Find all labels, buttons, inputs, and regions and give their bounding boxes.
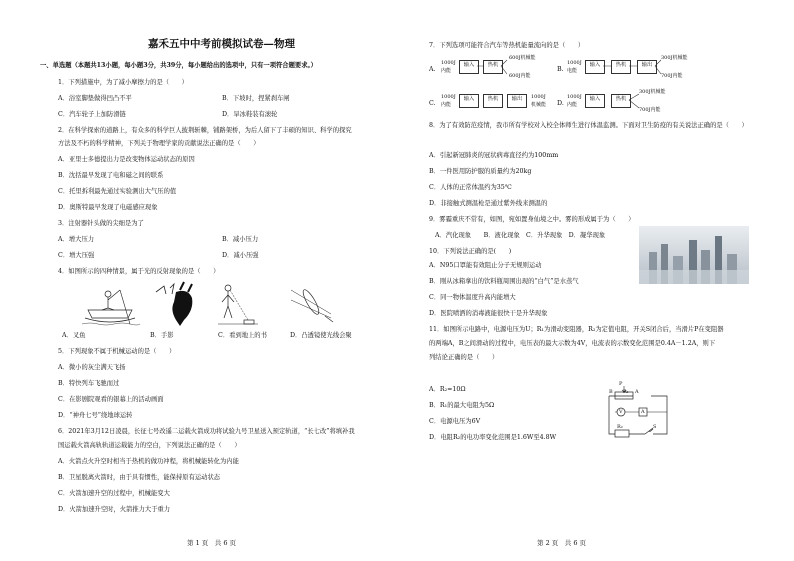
q5-option-b: B．特快列车飞驰而过 — [58, 380, 120, 387]
circuit-switch-label: S — [653, 424, 657, 430]
q7-c-label: C. — [429, 100, 436, 107]
q5-option-d: D．“神舟七号”绕地球运转 — [58, 412, 133, 419]
q6-option-b: B．卫星脱离火箭时，由于具有惯性，能保持原有运动状态 — [58, 474, 221, 481]
q4-option-b: B．手影 — [150, 332, 174, 339]
q7-b-label: B. — [557, 66, 564, 73]
q7-a-output-1: 600J机械能 — [509, 55, 536, 61]
q3-option-b: B．减小压力 — [222, 236, 259, 243]
q7-a-input-box: 输入 — [459, 60, 479, 74]
page-1-footer: 第 1 页 共 6 页 — [187, 539, 237, 547]
q11-option-c: C．电源电压为6V — [429, 418, 481, 425]
q7-c-output-box: 输出 — [507, 94, 527, 108]
q6-option-c: C．火箭加速升空的过程中，机械能变大 — [58, 490, 170, 497]
q7-d-label: D. — [557, 100, 564, 107]
q7-stem: 7．下列选项可能符合汽车等热机能量流向的是（ ） — [429, 42, 585, 49]
q7-b-output-box: 输出 — [637, 60, 657, 74]
q1-stem: 1．下列措施中，为了减小摩擦力的是（ ） — [58, 79, 188, 86]
q7-c-input-energy: 1000J — [441, 94, 456, 100]
q7-d-input-box: 输入 — [585, 94, 605, 108]
circuit-b-label: B — [609, 389, 613, 395]
q7-b-output-1: 300J机械能 — [661, 55, 688, 61]
q2-option-b: B．沈括最早发现了电和磁之间的联系 — [58, 172, 164, 179]
q10-option-c: C．同一物体温度升高内能增大 — [429, 294, 516, 301]
q5-option-c: C．在影剧院观看的银幕上的活动画面 — [58, 396, 164, 403]
q8-stem: 8．为了有效防范疫情，我市所有学校对入校全体师生进行体温监测。下面对卫生防疫的有关说法正确的是（ ） — [429, 122, 748, 129]
q7-d-input-kind: 内能 — [567, 102, 578, 108]
q8-option-d: D．非接触式测温枪是通过紫外线来测温的 — [429, 200, 548, 207]
q6-stem-line1: 6．2021年3月12日凌晨，长征七号改遥二运载火箭成功将试验九号卫星送入预定轨道，“长七改”将填补我 — [58, 428, 355, 435]
q7-a-input-energy: 1000J — [441, 60, 456, 66]
q1-option-a: A．浴室脚垫做得凹凸不平 — [58, 95, 132, 102]
q7-b-input-box: 输入 — [585, 60, 605, 74]
q5-option-a: A．微小的灰尘满天飞扬 — [58, 364, 126, 371]
q11-stem-line2: 的两端A，B之间滑动的过程中，电压表的最大示数为4V，电流表的示数变化范围是0.4A－1.2A，则下 — [429, 340, 716, 347]
q7-d-output-2: 700J内能 — [639, 107, 661, 113]
exam-title: 嘉禾五中中考前模拟试卷—物理 — [148, 38, 295, 50]
q2-stem-line2: 方法及不朽的科学精神，下列关于物理学家的贡献说法正确的是（ ） — [58, 140, 260, 147]
q7-d-engine-box: 热机 — [611, 94, 631, 108]
q7-a-engine-box: 热机 — [483, 60, 503, 74]
q11-stem-line3: 列结论正确的是（ ） — [429, 354, 499, 361]
page-2-footer: 第 2 页 共 6 页 — [537, 539, 587, 547]
q3-option-d: D．减小压强 — [222, 252, 259, 259]
q9-options: A．汽化现象 B．液化现象 C．升华现象 D．凝华现象 — [435, 232, 606, 239]
q7-c-input-kind: 内能 — [441, 102, 452, 108]
q7-a-label: A. — [429, 66, 436, 73]
q3-option-c: C．增大压强 — [58, 252, 95, 259]
q2-option-c: C．托里拆利最先通过实验测出大气压的值 — [58, 188, 177, 195]
foggy-city-photo — [639, 226, 749, 284]
q8-option-b: B．一件医用防护服的质量约为20kg — [429, 168, 532, 175]
q7-c-input-box: 输入 — [459, 94, 479, 108]
q7-c-output-energy: 1000J — [531, 94, 546, 100]
voltmeter-label: V — [619, 409, 623, 415]
lens-picture — [285, 280, 335, 330]
q7-b-input-kind: 电能 — [567, 68, 578, 74]
exam-page-2 — [397, 0, 794, 561]
q6-option-d: D．火箭加速升空时，火箭推力大于重力 — [58, 506, 171, 513]
circuit-r2-label: R₂ — [617, 424, 623, 430]
q6-stem-line2: 国运载火箭高轨轨道运载能力的空白，下列说法正确的是（ ） — [58, 442, 241, 449]
q7-d-input-energy: 1000J — [567, 94, 582, 100]
q2-stem-line1: 2．在科学探索的道路上，有众多的科学巨人披荆斩棘，铺路架桥，为后人留下了丰硕的知识、科学的探究 — [58, 127, 352, 134]
circuit-a-label: A — [635, 389, 639, 395]
q4-stem: 4．如图所示的四种情景，属于光的反射现象的是（ ） — [58, 268, 220, 275]
q7-b-output-2: 700J内能 — [661, 73, 683, 79]
q3-option-a: A．增大压力 — [58, 236, 95, 243]
q7-d-output-1: 300J机械能 — [639, 89, 666, 95]
q11-option-b: B．R₁的最大电阻为5Ω — [429, 402, 495, 409]
q4-option-c: C．看到地上的书 — [218, 332, 267, 339]
q2-option-d: D．奥斯特最早发现了电磁感应现象 — [58, 204, 158, 211]
q11-stem-line1: 11．如图所示电路中，电源电压为U；R₁为滑动变阻器，R₂为定值电阻，开关S闭合后，当滑片P在变阻器 — [429, 326, 724, 333]
q7-a-output-2: 600J内能 — [509, 73, 531, 79]
q3-stem: 3．注射器针头做的尖细是为了 — [58, 220, 144, 227]
q1-option-d: D．旱冰鞋装有滚轮 — [222, 111, 278, 118]
q7-b-engine-box: 热机 — [611, 60, 631, 74]
circuit-r1-label: R₁ — [623, 389, 629, 395]
q7-d-arrows — [629, 92, 641, 112]
q10-option-a: A．N95口罩能有效阻止分子无规则运动 — [429, 262, 542, 269]
q11-option-d: D．电阻R₂的电功率变化范围是1.6W至4.8W — [429, 434, 557, 441]
hand-shadow-picture — [150, 280, 198, 330]
q5-stem: 5．下列现象不属于机械运动的是（ ） — [58, 348, 176, 355]
q6-option-a: A．火箭点火升空时相当于热机的做功冲程，将机械能转化为内能 — [58, 458, 239, 465]
q10-stem: 10．下列说法正确的是( ) — [429, 248, 512, 255]
q8-option-c: C．人体的正常体温约为35℃ — [429, 184, 512, 191]
q4-option-d: D．凸透镜使光线会聚 — [290, 332, 352, 339]
q9-stem: 9．雾霾重庆不常有，如图，宛如置身仙境之中。雾的形成属于为（ ） — [429, 216, 635, 223]
ammeter-label: A — [641, 409, 645, 415]
q7-b-arrows — [603, 58, 663, 78]
book-picture — [218, 280, 258, 330]
section-heading: 一、单选题（本题共13小题，每小题3分，共39分，每小题给出的选项中，只有一项符合题要求。） — [40, 62, 317, 69]
q4-option-a: A．叉鱼 — [62, 332, 86, 339]
q11-option-a: A．R₂=10Ω — [429, 386, 466, 393]
circuit-slider-label: P — [619, 381, 623, 387]
q10-option-d: D．医院喷洒的消毒液能很快干是升华现象 — [429, 310, 548, 317]
q1-option-b: B．下坡时，捏紧刹车闸 — [222, 95, 290, 102]
q10-option-b: B．刚从冰箱拿出的饮料瓶周围出现的“白气”是水蒸气 — [429, 278, 579, 285]
fishing-picture — [80, 280, 140, 330]
q7-c-engine-box: 热机 — [483, 94, 503, 108]
q7-c-output-kind: 机械能 — [531, 102, 547, 108]
q8-option-a: A．引起新冠肺炎的冠状病毒直径约为100mm — [429, 152, 559, 159]
q7-a-input-kind: 内能 — [441, 68, 452, 74]
q1-option-c: C．汽车轮子上加防滑链 — [58, 111, 126, 118]
q7-b-input-energy: 1000J — [567, 60, 582, 66]
q7-a-arrows — [477, 58, 509, 78]
q2-option-a: A．亚里士多德提出力是改变物体运动状态的原因 — [58, 156, 195, 163]
